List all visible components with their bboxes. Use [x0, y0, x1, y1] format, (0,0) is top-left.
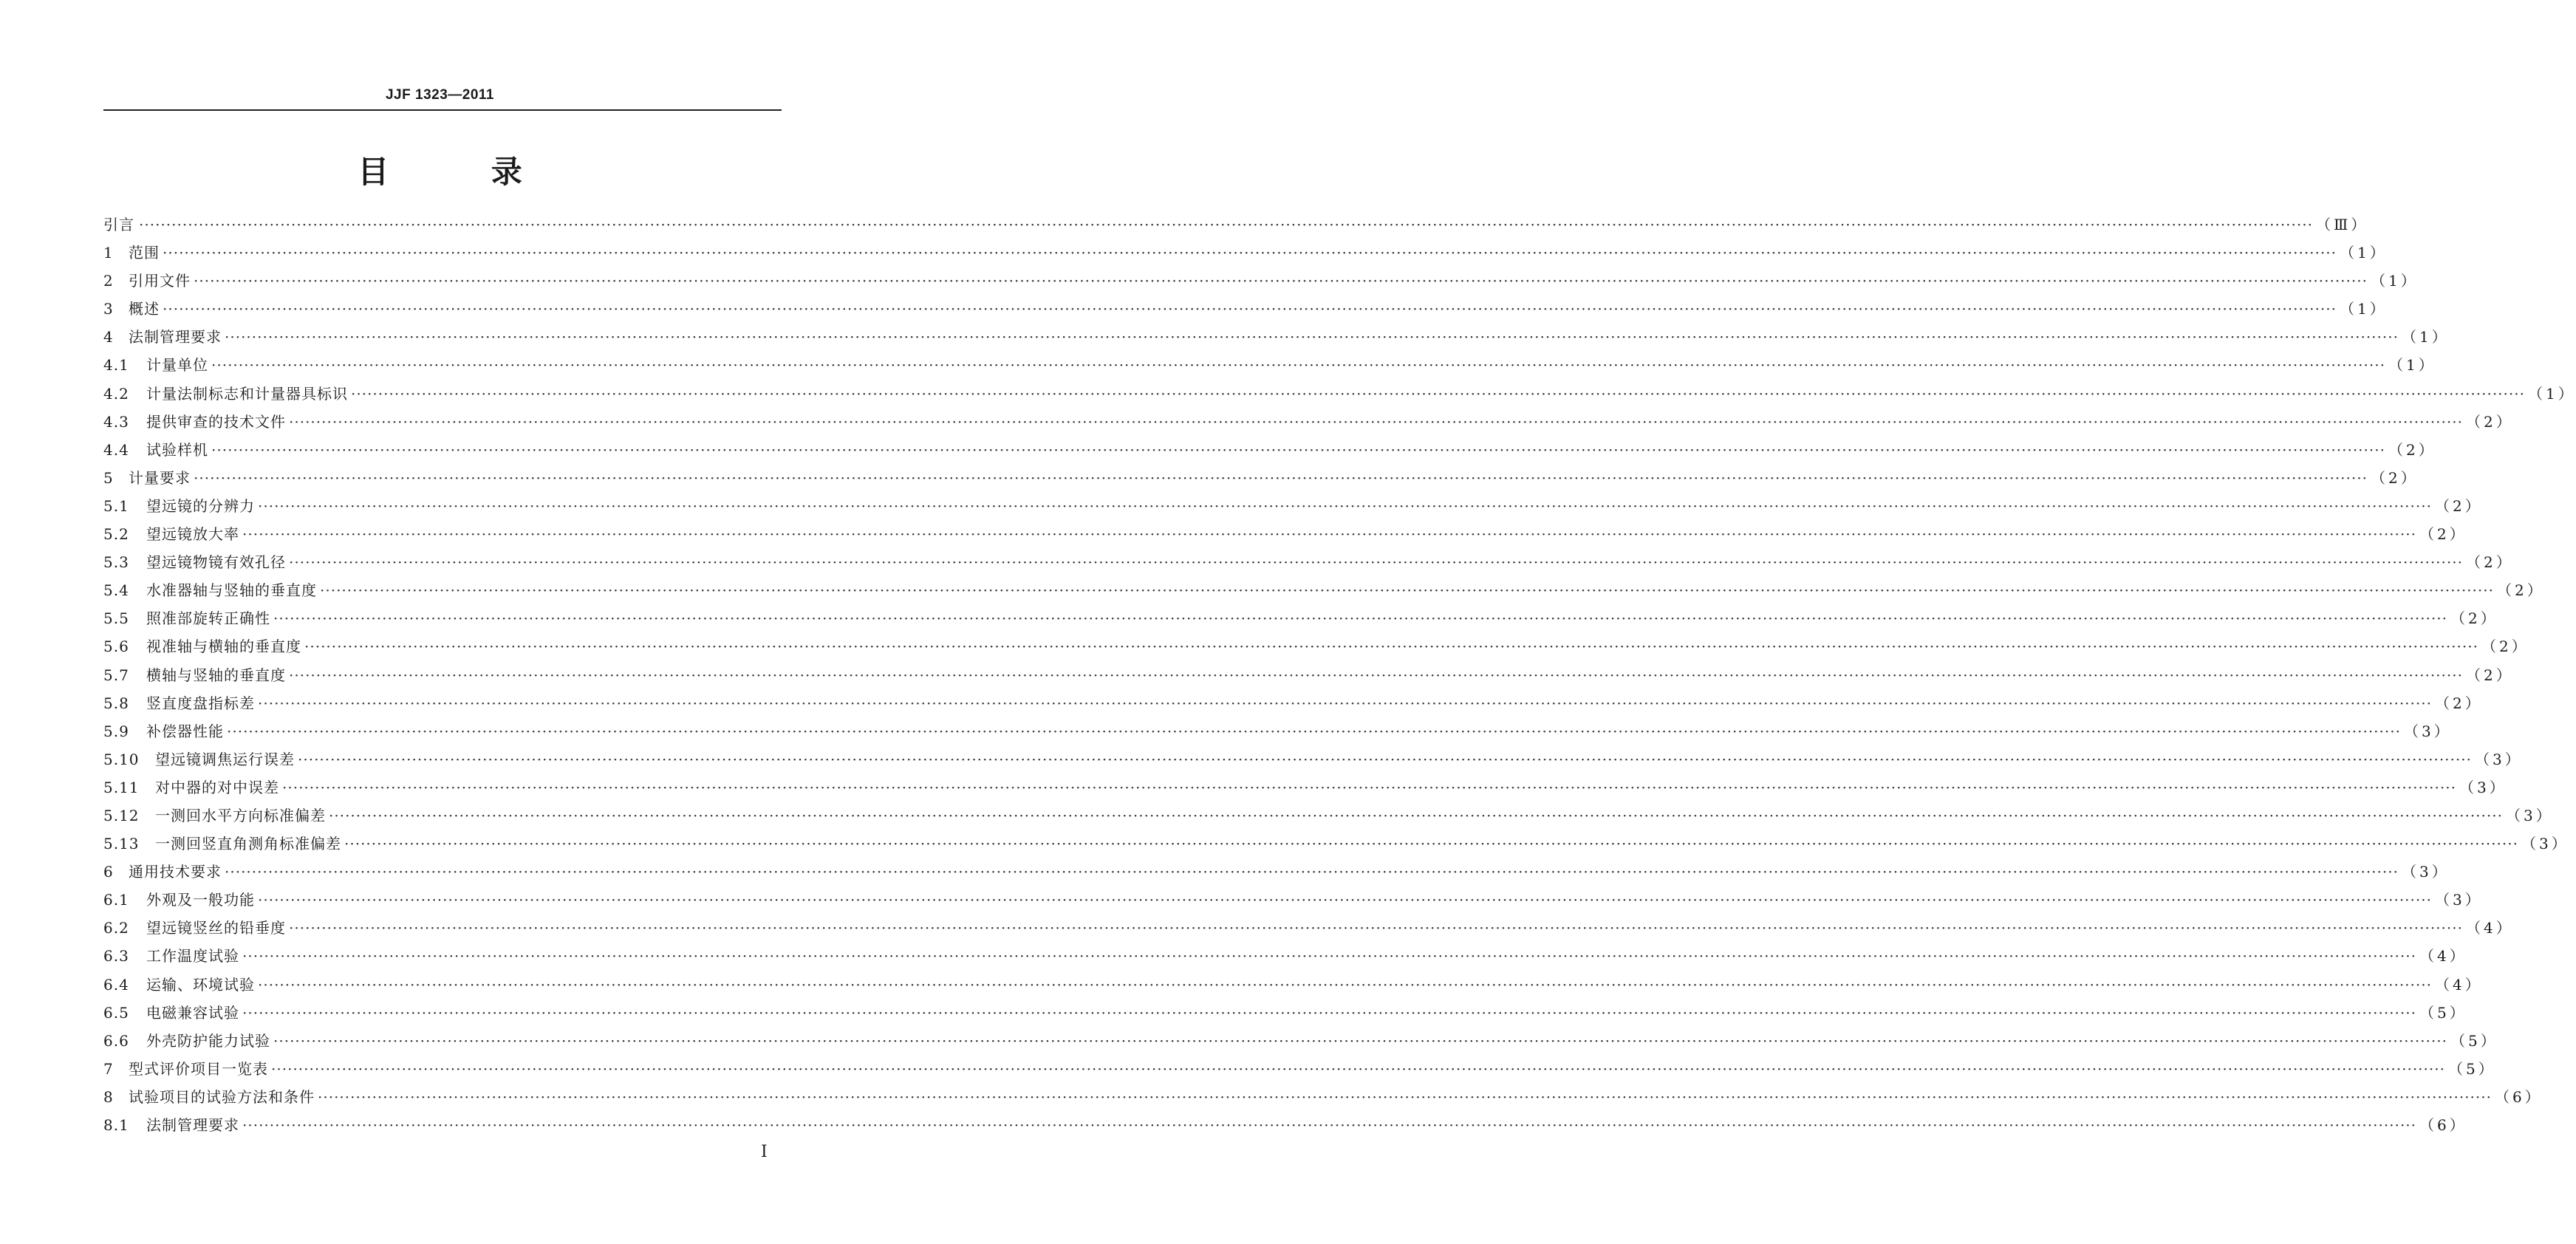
toc-entry-label: 工作温度试验 [146, 947, 239, 966]
toc-entry-page: （3） [2505, 806, 2554, 824]
toc-entry-label: 望远镜放大率 [146, 525, 239, 544]
toc-entry-number: 5.3 [103, 553, 129, 572]
toc-entry-label: 望远镜物镜有效孔径 [146, 553, 286, 572]
toc-leader-dots: ················································································································································································································································································································································································································ [242, 1003, 2416, 1022]
toc-entry-number: 4.3 [103, 412, 129, 431]
toc-entry-page: （2） [2465, 666, 2514, 684]
toc-entry-label: 计量单位 [146, 356, 208, 375]
page-number: I [761, 1143, 768, 1161]
toc-entry[interactable] [103, 410, 2514, 438]
toc-leader-dots: ················································································································································································································································································································································································································ [163, 300, 2337, 318]
toc-entry[interactable] [103, 522, 2467, 550]
toc-leader-dots: ················································································································································································································································································································································································································ [298, 750, 2472, 768]
toc-entry-number: 4 [103, 328, 114, 346]
toc-entry-number: 5.7 [103, 666, 129, 684]
toc-entry-label: 运输、环境试验 [146, 975, 255, 994]
toc-entry-label: 照准部旋转正确性 [146, 609, 270, 628]
toc-entry-page: （3） [2459, 778, 2507, 796]
toc-entry-label: 补偿器性能 [146, 722, 224, 740]
toc-entry[interactable] [103, 832, 2569, 860]
toc-entry-label: 一测回水平方向标准偏差 [155, 806, 326, 824]
toc-entry-number: 7 [103, 1059, 114, 1078]
toc-entry-number: 4.2 [103, 384, 129, 403]
toc-entry-label: 试验项目的试验方法和条件 [129, 1087, 315, 1106]
toc-entry[interactable] [103, 916, 2514, 944]
toc-entry-page: （3） [2521, 835, 2569, 853]
toc-entry-label: 提供审查的技术文件 [146, 412, 286, 431]
toc-entry[interactable] [103, 720, 2452, 748]
toc-entry-number: 5.8 [103, 694, 129, 712]
toc-entry-label: 外壳防护能力试验 [146, 1031, 270, 1050]
toc-entry-number: 5.10 [103, 750, 140, 768]
toc-leader-dots: ················································································································································································································································································································································································································ [351, 384, 2525, 403]
toc-entry-page: （4） [2465, 919, 2514, 937]
toc-entry-page: （1） [2527, 384, 2576, 403]
toc-entry-label: 计量法制标志和计量器具标识 [146, 384, 348, 403]
toc-leader-dots: ················································································································································································································································································································································································································ [289, 666, 2463, 684]
toc-leader-dots: ················································································································································································································································································································································································································ [320, 581, 2494, 600]
toc-entry-label: 竖直度盘指标差 [146, 694, 255, 712]
toc-entry[interactable] [103, 494, 2483, 522]
toc-entry-number: 5 [103, 468, 114, 487]
toc-entry-number: 8 [103, 1087, 114, 1106]
toc-entry-page: （6） [2419, 1116, 2467, 1134]
toc-entry-label: 望远镜竖丝的铅垂度 [146, 919, 286, 937]
toc-entry-page: （6） [2494, 1087, 2543, 1106]
toc-leader-dots: ················································································································································································································································································································································································································ [258, 891, 2432, 909]
toc-leader-dots: ················································································································································································································································································································································································································ [242, 1116, 2416, 1134]
toc-entry-number: 5.4 [103, 581, 129, 600]
toc-leader-dots: ················································································································································································································································································································································································································ [289, 919, 2463, 937]
toc-entry-page: （5） [2419, 1003, 2467, 1022]
toc-entry-label: 水准器轴与竖轴的垂直度 [146, 581, 317, 600]
toc-entry-label: 望远镜调焦运行误差 [155, 750, 295, 768]
toc-entry-page: （3） [2434, 891, 2483, 909]
toc-entry[interactable] [103, 1085, 2543, 1113]
toc-entry[interactable] [103, 241, 2388, 269]
toc-entry[interactable] [103, 748, 2523, 776]
toc-entry-number: 1 [103, 244, 114, 262]
toc-entry[interactable] [103, 663, 2514, 691]
toc-leader-dots: ················································································································································································································································································································································································································ [139, 216, 2313, 233]
toc-entry[interactable] [103, 944, 2467, 972]
toc-entry-page: （2） [2465, 412, 2514, 431]
toc-entry-page: （3） [2401, 863, 2450, 881]
toc-entry-page: （5） [2450, 1031, 2498, 1050]
toc-leader-dots: ················································································································································································································································································································································································································ [318, 1087, 2492, 1106]
toc-entry-label: 通用技术要求 [129, 863, 222, 881]
toc-leader-dots: ················································································································································································································································································································································································································ [211, 356, 2385, 375]
toc-leader-dots: ················································································································································································································································································································································································································ [273, 609, 2447, 628]
header-rule [103, 109, 782, 111]
toc-leader-dots: ················································································································································································································································································································································································································ [225, 328, 2399, 346]
toc-entry[interactable] [103, 804, 2554, 832]
toc-entry-label: 外观及一般功能 [146, 891, 255, 909]
toc-entry-page: （1） [2370, 272, 2419, 290]
toc-entry[interactable] [103, 1057, 2496, 1085]
toc-entry-number: 3 [103, 300, 114, 318]
toc-entry[interactable] [103, 635, 2529, 663]
toc-leader-dots: ················································································································································································································································································································································································································ [329, 806, 2503, 824]
toc-entry-label: 引用文件 [129, 272, 191, 290]
toc-entry-number: 5.9 [103, 722, 129, 740]
toc-entry[interactable] [103, 550, 2514, 578]
toc-entry-label: 对中器的对中误差 [155, 778, 279, 796]
toc-entry-number: 6 [103, 863, 114, 881]
toc-entry[interactable] [103, 382, 2576, 410]
toc-entry-label: 概述 [129, 300, 160, 318]
table-of-contents [103, 213, 2576, 1141]
toc-entry[interactable] [103, 888, 2483, 916]
toc-leader-dots: ················································································································································································································································································································································································································ [289, 553, 2463, 572]
toc-entry-number: 6.4 [103, 975, 129, 994]
toc-entry-page: （4） [2419, 947, 2467, 966]
toc-entry-number: 6.3 [103, 947, 129, 966]
toc-entry[interactable] [103, 606, 2498, 635]
toc-entry-number: 5.11 [103, 778, 140, 796]
toc-entry-label: 型式评价项目一览表 [129, 1059, 268, 1078]
toc-entry[interactable] [103, 213, 2369, 241]
toc-entry[interactable] [103, 325, 2450, 353]
toc-entry-label: 法制管理要求 [129, 328, 222, 346]
toc-leader-dots: ················································································································································································································································································································································································································ [282, 778, 2456, 796]
toc-entry-page: （Ⅲ） [2315, 216, 2369, 233]
toc-leader-dots: ················································································································································································································································································································································································································ [242, 525, 2416, 544]
toc-entry-page: （1） [2401, 328, 2450, 346]
toc-entry[interactable] [103, 466, 2419, 494]
toc-leader-dots: ················································································································································································································································································································································································································ [211, 440, 2385, 459]
toc-entry-number: 5.6 [103, 638, 129, 656]
toc-entry[interactable] [103, 297, 2388, 325]
toc-leader-dots: ················································································································································································································································································································································································································ [271, 1059, 2445, 1078]
toc-entry-label: 试验样机 [146, 440, 208, 459]
toc-entry[interactable] [103, 438, 2436, 466]
toc-entry-page: （2） [2370, 468, 2419, 487]
toc-leader-dots: ················································································································································································································································································································································································································ [273, 1031, 2447, 1050]
toc-leader-dots: ················································································································································································································································································································································································································ [242, 947, 2416, 966]
toc-entry-number: 5.12 [103, 806, 140, 824]
toc-entry[interactable] [103, 1001, 2467, 1029]
toc-entry[interactable] [103, 353, 2436, 381]
toc-entry-page: （2） [2465, 553, 2514, 572]
toc-entry[interactable] [103, 973, 2483, 1001]
toc-entry-page: （1） [2339, 300, 2388, 318]
toc-entry-label: 视准轴与横轴的垂直度 [146, 638, 301, 656]
toc-entry-number: 6.1 [103, 891, 129, 909]
toc-entry-label: 范围 [129, 244, 160, 262]
toc-entry-page: （2） [2496, 581, 2545, 600]
toc-entry-label: 一测回竖直角测角标准偏差 [155, 835, 341, 853]
toc-leader-dots: ················································································································································································································································································································································································································ [258, 496, 2432, 515]
toc-entry-page: （3） [2474, 750, 2523, 768]
toc-leader-dots: ················································································································································································································································································································································································································ [194, 272, 2368, 290]
toc-leader-dots: ················································································································································································································································································································································································································ [194, 468, 2368, 487]
toc-entry-label: 计量要求 [129, 468, 191, 487]
toc-entry-page: （2） [2481, 638, 2529, 656]
toc-leader-dots: ················································································································································································································································································································································································································ [289, 412, 2463, 431]
toc-entry-number: 6.6 [103, 1031, 129, 1050]
toc-entry-number: 5.5 [103, 609, 129, 628]
toc-entry[interactable] [103, 1029, 2498, 1057]
toc-entry-page: （2） [2450, 609, 2498, 628]
toc-entry[interactable] [103, 691, 2483, 720]
toc-entry[interactable] [103, 860, 2450, 888]
toc-entry[interactable] [103, 776, 2507, 804]
toc-entry-number: 4.1 [103, 356, 129, 375]
toc-entry-number: 6.5 [103, 1003, 129, 1022]
toc-entry-page: （2） [2388, 440, 2436, 459]
toc-entry-number: 5.1 [103, 496, 129, 515]
toc-entry-label: 电磁兼容试验 [146, 1003, 239, 1022]
toc-entry-page: （2） [2419, 525, 2467, 544]
toc-entry-label: 横轴与竖轴的垂直度 [146, 666, 286, 684]
toc-entry[interactable] [103, 269, 2419, 297]
toc-entry-number: 5.2 [103, 525, 129, 544]
toc-entry-number: 4.4 [103, 440, 129, 459]
toc-entry-number: 5.13 [103, 835, 140, 853]
toc-entry[interactable] [103, 578, 2545, 606]
toc-entry-page: （2） [2434, 496, 2483, 515]
toc-leader-dots: ················································································································································································································································································································································································································ [304, 638, 2478, 656]
toc-entry-number: 2 [103, 272, 114, 290]
toc-entry-number: 引言 [103, 216, 134, 233]
toc-entry-label: 法制管理要求 [146, 1116, 239, 1134]
toc-entry-page: （3） [2403, 722, 2452, 740]
toc-entry[interactable] [103, 1113, 2467, 1141]
toc-entry-page: （2） [2434, 694, 2483, 712]
toc-leader-dots: ················································································································································································································································································································································································································ [344, 835, 2518, 853]
toc-entry-label: 望远镜的分辨力 [146, 496, 255, 515]
toc-entry-page: （4） [2434, 975, 2483, 994]
toc-entry-page: （1） [2388, 356, 2436, 375]
toc-entry-number: 6.2 [103, 919, 129, 937]
toc-leader-dots: ················································································································································································································································································································································································································ [163, 244, 2337, 262]
toc-leader-dots: ················································································································································································································································································································································································································ [227, 722, 2401, 740]
toc-leader-dots: ················································································································································································································································································································································································································ [258, 975, 2432, 994]
toc-entry-number: 8.1 [103, 1116, 129, 1134]
toc-leader-dots: ················································································································································································································································································································································································································ [258, 694, 2432, 712]
toc-entry-page: （1） [2339, 244, 2388, 262]
toc-leader-dots: ················································································································································································································································································································································································································ [225, 863, 2399, 881]
document-code-header: JJF 1323—2011 [385, 87, 494, 103]
toc-entry-page: （5） [2447, 1059, 2496, 1078]
page-title: 目 录 [358, 154, 568, 190]
